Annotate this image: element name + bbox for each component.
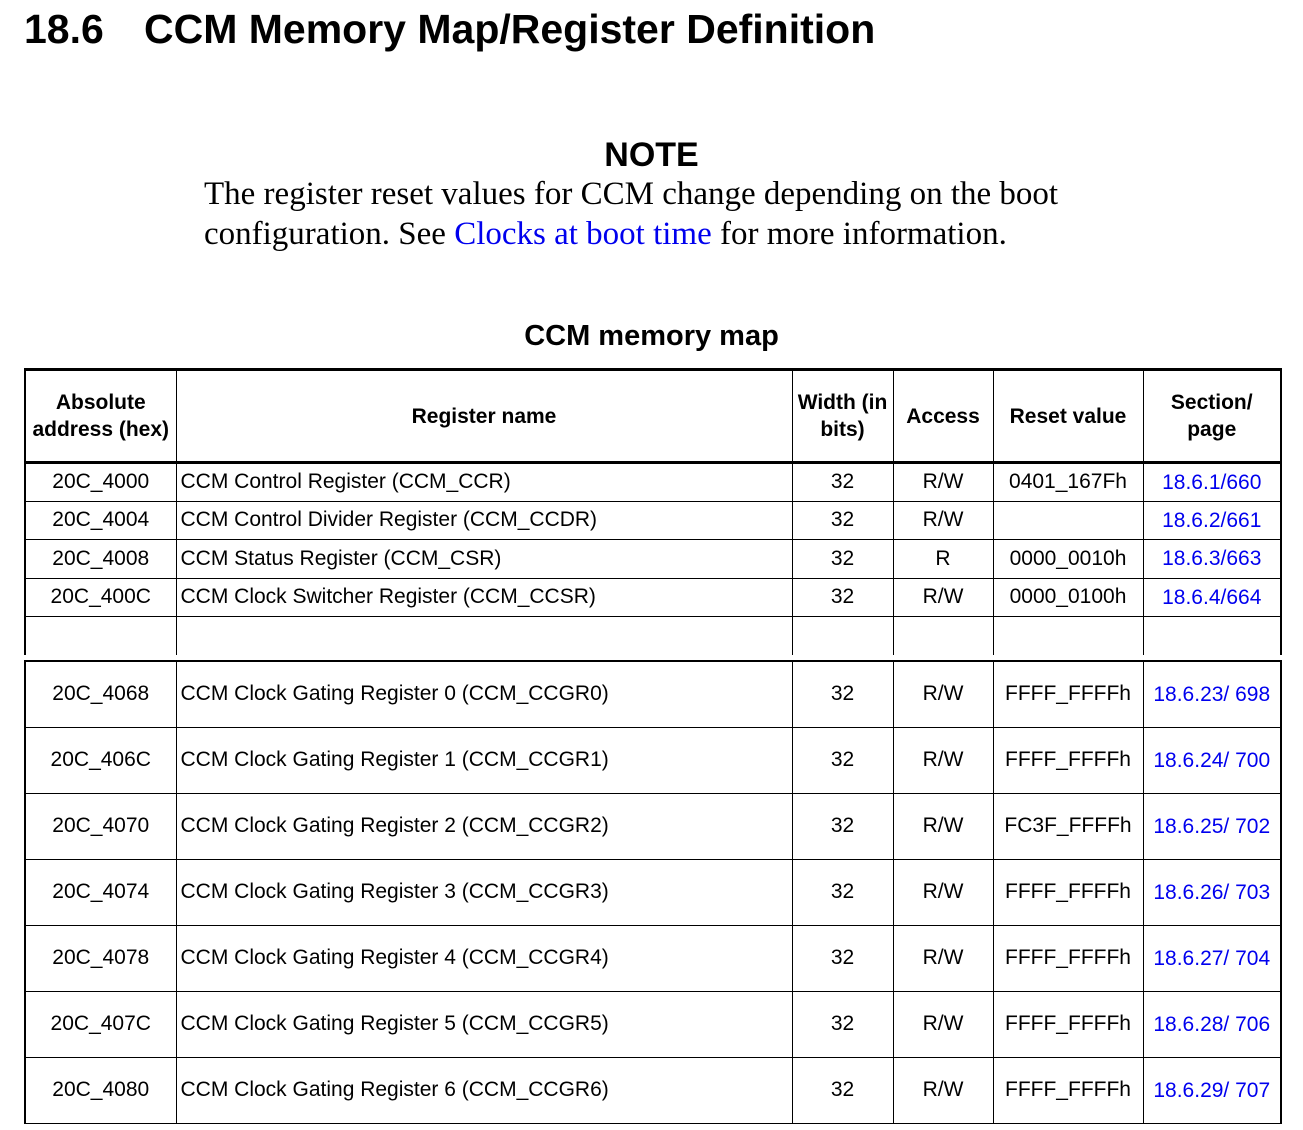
cell-section-link[interactable]: 18.6.24/ 700 [1143, 727, 1281, 793]
cell-width: 32 [792, 859, 893, 925]
cell-reset-value: 0401_167Fh [993, 463, 1143, 502]
table-row [25, 991, 1281, 1057]
header-register-name: Register name [176, 370, 792, 463]
table-continuation-stub [25, 617, 1281, 656]
table-row [25, 661, 1281, 727]
cell-width: 32 [792, 1057, 893, 1123]
cell-reset-value: FFFF_FFFFh [993, 925, 1143, 991]
table-row [25, 859, 1281, 925]
cell-reset-value: FFFF_FFFFh [993, 727, 1143, 793]
section-number: 18.6 [24, 6, 104, 52]
cell-register-name: CCM Clock Gating Register 6 (CCM_CCGR6) [176, 1057, 792, 1123]
cell-address: 20C_406C [25, 727, 176, 793]
cell-reset-value: 0000_0100h [993, 578, 1143, 617]
cell-register-name: CCM Clock Gating Register 1 (CCM_CCGR1) [176, 727, 792, 793]
header-reset-value: Reset value [993, 370, 1143, 463]
cell-reset-value [993, 501, 1143, 540]
cell-register-name: CCM Control Register (CCM_CCR) [176, 463, 792, 502]
cell-section-link[interactable]: 18.6.29/ 707 [1143, 1057, 1281, 1123]
cell-access: R/W [893, 501, 993, 540]
cell-width: 32 [792, 578, 893, 617]
cell-reset-value: FFFF_FFFFh [993, 661, 1143, 727]
cell-width: 32 [792, 793, 893, 859]
cell-register-name: CCM Clock Gating Register 0 (CCM_CCGR0) [176, 661, 792, 727]
cell-address: 20C_4068 [25, 661, 176, 727]
cell-access: R/W [893, 859, 993, 925]
cell-width: 32 [792, 661, 893, 727]
cell-reset-value: FFFF_FFFFh [993, 1057, 1143, 1123]
cell-width: 32 [792, 501, 893, 540]
cell-access: R/W [893, 661, 993, 727]
cell-register-name: CCM Clock Gating Register 5 (CCM_CCGR5) [176, 991, 792, 1057]
cell-reset-value: FFFF_FFFFh [993, 991, 1143, 1057]
cell-width: 32 [792, 925, 893, 991]
cell-section-link[interactable]: 18.6.27/ 704 [1143, 925, 1281, 991]
cell-address: 20C_400C [25, 578, 176, 617]
note-heading: NOTE [604, 136, 699, 174]
cell-section-link[interactable]: 18.6.4/664 [1143, 578, 1281, 617]
cell-section-link[interactable]: 18.6.26/ 703 [1143, 859, 1281, 925]
memory-map-table-bottom [24, 660, 1282, 1124]
cell-register-name: CCM Control Divider Register (CCM_CCDR) [176, 501, 792, 540]
cell-reset-value: 0000_0010h [993, 540, 1143, 579]
section-title: CCM Memory Map/Register Definition [144, 6, 876, 52]
cell-section-link[interactable]: 18.6.25/ 702 [1143, 793, 1281, 859]
cell-register-name: CCM Clock Gating Register 2 (CCM_CCGR2) [176, 793, 792, 859]
clocks-at-boot-time-link[interactable]: Clocks at boot time [454, 216, 712, 252]
cell-register-name: CCM Status Register (CCM_CSR) [176, 540, 792, 579]
table-row [25, 1057, 1281, 1123]
cell-width: 32 [792, 991, 893, 1057]
table-caption: CCM memory map [524, 320, 779, 352]
cell-width: 32 [792, 540, 893, 579]
cell-access: R/W [893, 991, 993, 1057]
cell-address: 20C_4078 [25, 925, 176, 991]
cell-register-name: CCM Clock Switcher Register (CCM_CCSR) [176, 578, 792, 617]
cell-reset-value: FC3F_FFFFh [993, 793, 1143, 859]
note-body [204, 174, 1084, 254]
header-width: Width (in bits) [792, 370, 893, 463]
cell-width: 32 [792, 727, 893, 793]
cell-address: 20C_4000 [25, 463, 176, 502]
cell-access: R/W [893, 463, 993, 502]
cell-register-name: CCM Clock Gating Register 4 (CCM_CCGR4) [176, 925, 792, 991]
note-text-after: for more information. [711, 216, 1007, 252]
cell-address: 20C_407C [25, 991, 176, 1057]
cell-access: R/W [893, 727, 993, 793]
cell-section-link[interactable]: 18.6.2/661 [1143, 501, 1281, 540]
table-row [25, 793, 1281, 859]
cell-address: 20C_4008 [25, 540, 176, 579]
memory-map-table-top [24, 368, 1282, 655]
cell-section-link[interactable]: 18.6.23/ 698 [1143, 661, 1281, 727]
cell-address: 20C_4070 [25, 793, 176, 859]
cell-register-name: CCM Clock Gating Register 3 (CCM_CCGR3) [176, 859, 792, 925]
header-address: Absolute address (hex) [25, 370, 176, 463]
note-text-before: The register reset values for CCM change depending on the boot configuration. See [204, 176, 1059, 252]
cell-width: 32 [792, 463, 893, 502]
table-row [25, 463, 1281, 502]
header-access: Access [893, 370, 993, 463]
cell-reset-value: FFFF_FFFFh [993, 859, 1143, 925]
cell-access: R/W [893, 925, 993, 991]
cell-address: 20C_4074 [25, 859, 176, 925]
cell-access: R/W [893, 578, 993, 617]
table-row [25, 578, 1281, 617]
cell-section-link[interactable]: 18.6.3/663 [1143, 540, 1281, 579]
table-row [25, 727, 1281, 793]
cell-section-link[interactable]: 18.6.28/ 706 [1143, 991, 1281, 1057]
cell-access: R/W [893, 793, 993, 859]
cell-address: 20C_4004 [25, 501, 176, 540]
cell-address: 20C_4080 [25, 1057, 176, 1123]
cell-access: R/W [893, 1057, 993, 1123]
header-section-page: Section/ page [1143, 370, 1281, 463]
cell-section-link[interactable]: 18.6.1/660 [1143, 463, 1281, 502]
table-row [25, 540, 1281, 579]
table-row [25, 925, 1281, 991]
cell-access: R [893, 540, 993, 579]
table-header-row [25, 370, 1281, 463]
section-heading [24, 2, 875, 56]
table-row [25, 501, 1281, 540]
